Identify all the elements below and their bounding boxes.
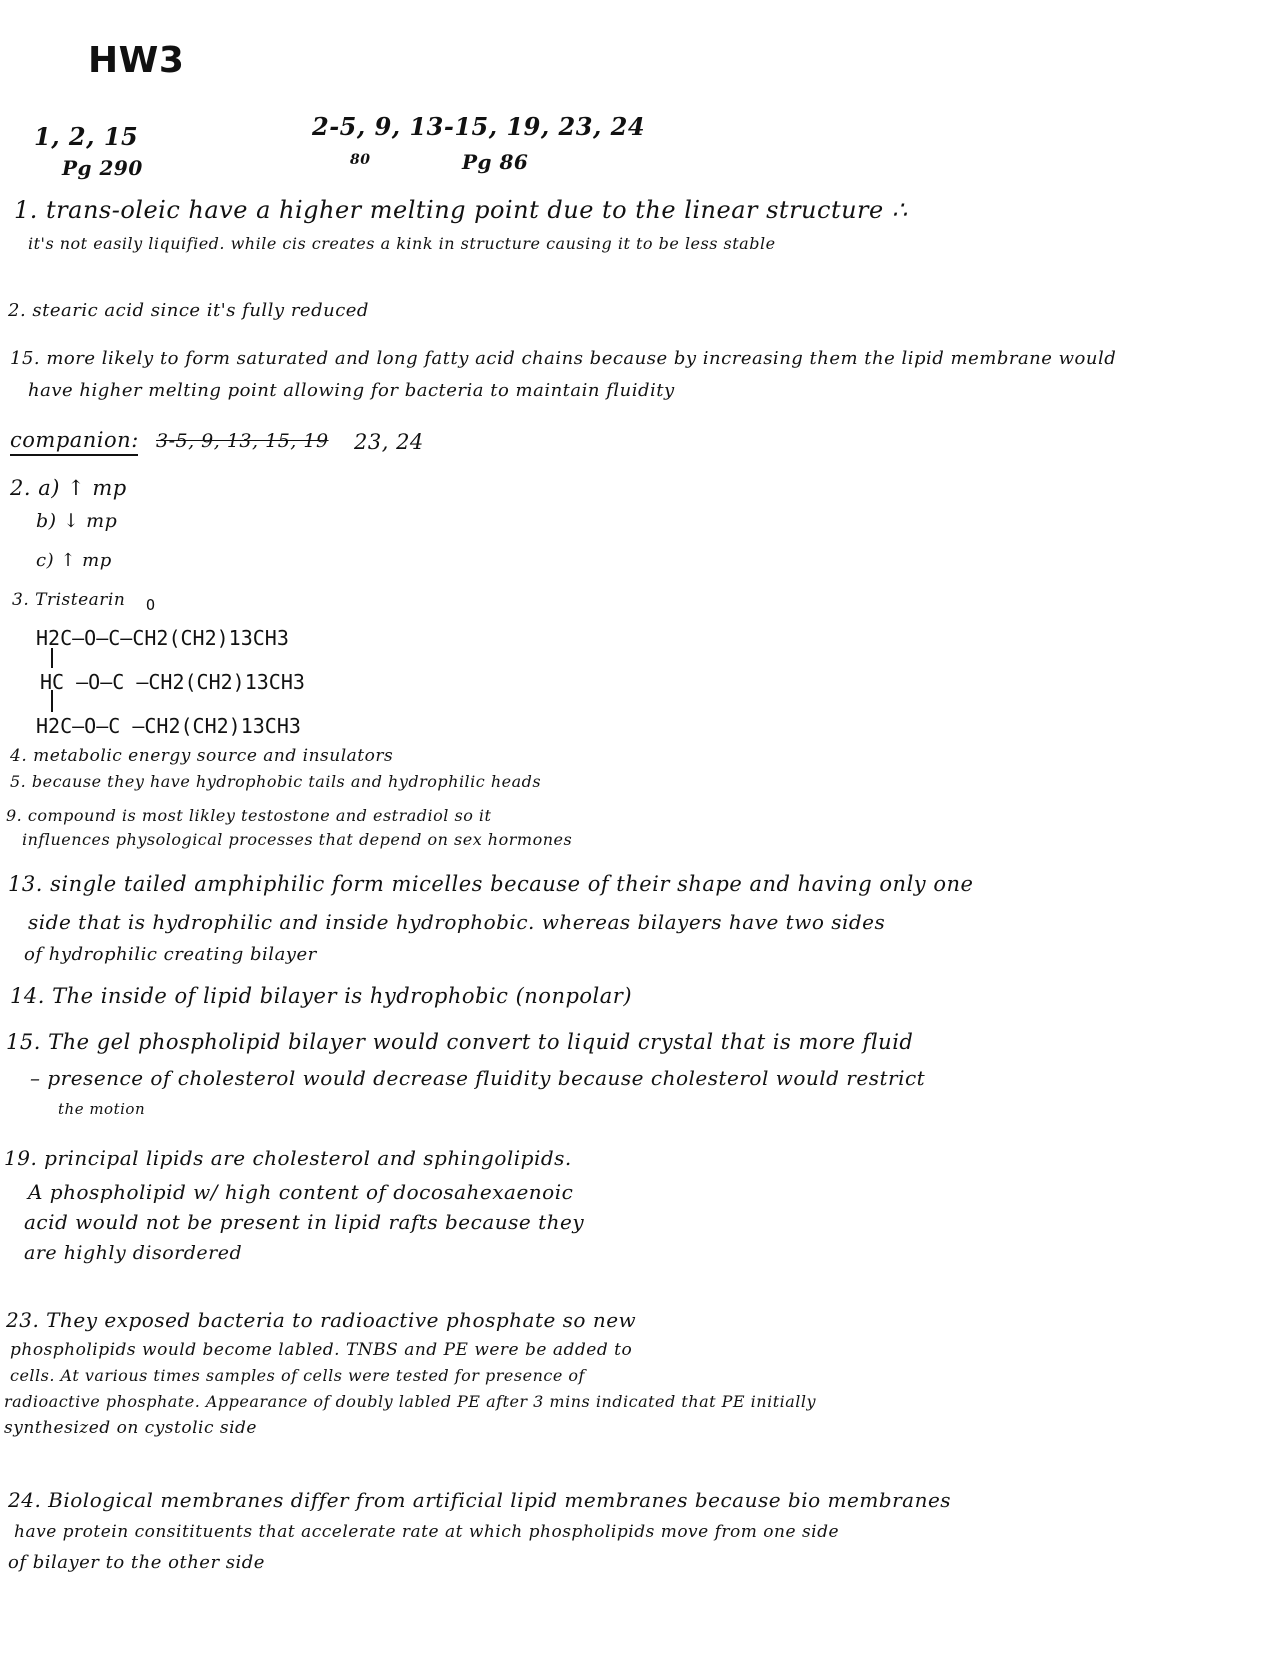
answer-line: 19. principal lipids are cholesterol and sphingolipids. bbox=[4, 1146, 572, 1170]
answer-line: cells. At various times samples of cells were tested for presence of bbox=[10, 1366, 585, 1385]
page-title: HW3 bbox=[88, 40, 185, 81]
q2-part-a: 2. a) ↑ mp bbox=[10, 476, 127, 500]
answer-line: 23. They exposed bacteria to radioactive phosphate so new bbox=[6, 1308, 637, 1332]
carbonyl-oxygen: O bbox=[146, 596, 156, 614]
companion-struck-list: 3-5, 9, 13, 15, 19 bbox=[156, 430, 329, 452]
companion-remaining-list: 23, 24 bbox=[354, 430, 424, 454]
left-page-ref: Pg 290 bbox=[62, 156, 143, 180]
right-sub-ref: 80 bbox=[350, 152, 371, 168]
answer-line: side that is hydrophilic and inside hydrophobic. whereas bilayers have two sides bbox=[28, 910, 886, 934]
answer-line: 13. single tailed amphiphilic form micelles because of their shape and having only one bbox=[8, 872, 974, 896]
right-problem-list: 2-5, 9, 13-15, 19, 23, 24 bbox=[312, 112, 646, 141]
answer-line: 2. stearic acid since it's fully reduced bbox=[8, 300, 369, 321]
answer-line: radioactive phosphate. Appearance of doubly labled PE after 3 mins indicated that PE initially bbox=[4, 1392, 817, 1411]
answer-line: 15. The gel phospholipid bilayer would convert to liquid crystal that is more fluid bbox=[6, 1030, 914, 1054]
answer-line: A phospholipid w/ high content of docosahexaenoic bbox=[28, 1180, 574, 1204]
tristearin-row-2: HC —O—C —CH2(CH2)13CH3 bbox=[40, 670, 305, 694]
left-problem-list: 1, 2, 15 bbox=[34, 122, 139, 151]
answer-line: 5. because they have hydrophobic tails and hydrophilic heads bbox=[10, 772, 542, 791]
answer-line: of bilayer to the other side bbox=[8, 1552, 265, 1573]
answer-line: 4. metabolic energy source and insulators bbox=[10, 746, 394, 766]
answer-line: have higher melting point allowing for bacteria to maintain fluidity bbox=[28, 380, 675, 401]
answer-line: it's not easily liquified. while cis creates a kink in structure causing it to be less stable bbox=[28, 234, 776, 253]
companion-heading: companion: bbox=[10, 428, 138, 456]
answer-line: influences physological processes that depend on sex hormones bbox=[22, 830, 573, 849]
right-page-ref: Pg 86 bbox=[462, 150, 529, 174]
answer-line: 24. Biological membranes differ from artificial lipid membranes because bio membranes bbox=[8, 1488, 952, 1512]
q2-part-b: b) ↓ mp bbox=[36, 510, 118, 532]
answer-line: have protein consitituents that accelerate rate at which phospholipids move from one side bbox=[14, 1522, 840, 1542]
answer-line: 1. trans-oleic have a higher melting point due to the linear structure ∴ bbox=[14, 196, 908, 224]
tristearin-row-3: H2C—O—C —CH2(CH2)13CH3 bbox=[36, 714, 301, 738]
answer-line: 14. The inside of lipid bilayer is hydrophobic (nonpolar) bbox=[10, 984, 633, 1008]
answer-line: of hydrophilic creating bilayer bbox=[24, 944, 317, 965]
answer-line: – presence of cholesterol would decrease fluidity because cholesterol would restrict bbox=[30, 1066, 926, 1090]
answer-line: synthesized on cystolic side bbox=[4, 1418, 257, 1438]
answer-line: the motion bbox=[58, 1100, 146, 1118]
answer-line: 15. more likely to form saturated and long fatty acid chains because by increasing them the lipid membrane would bbox=[10, 348, 1117, 369]
q3-label: 3. Tristearin bbox=[12, 590, 126, 610]
q2-part-c: c) ↑ mp bbox=[36, 550, 112, 571]
tristearin-row-1: H2C—O—C—CH2(CH2)13CH3 bbox=[36, 626, 289, 650]
answer-line: are highly disordered bbox=[24, 1242, 243, 1264]
answer-line: acid would not be present in lipid rafts because they bbox=[24, 1210, 585, 1234]
answer-line: 9. compound is most likley testostone and estradiol so it bbox=[6, 806, 492, 825]
answer-line: phospholipids would become labled. TNBS and PE were be added to bbox=[10, 1340, 633, 1360]
